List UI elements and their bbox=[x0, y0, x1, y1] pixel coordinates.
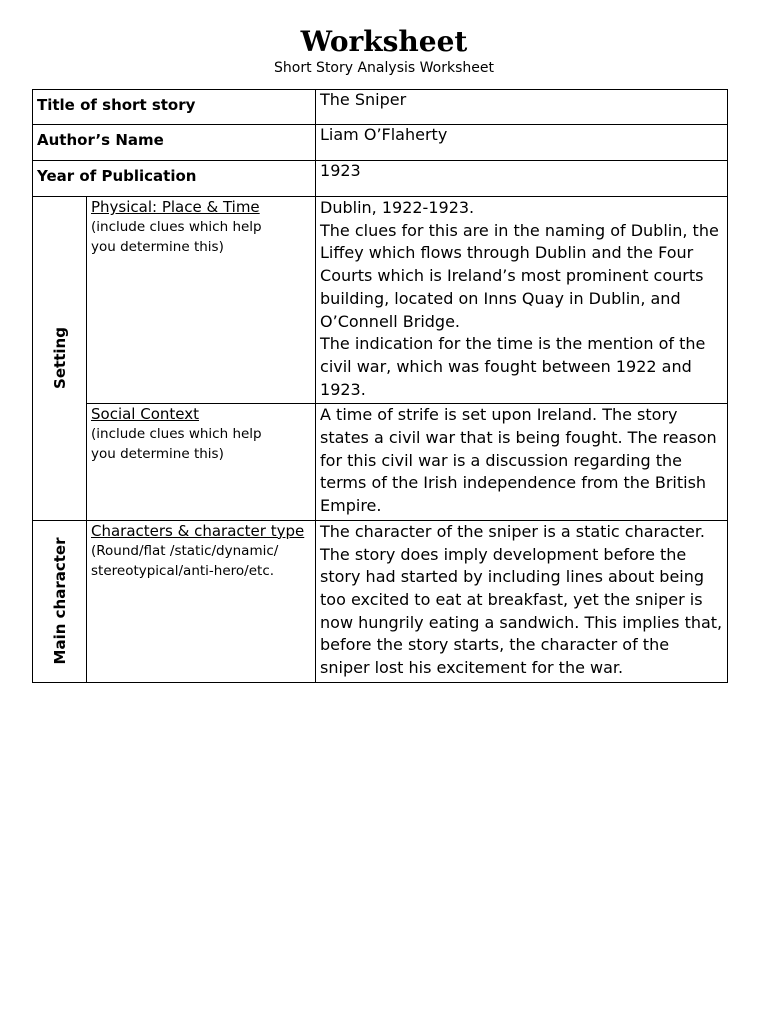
year-value-cell[interactable] bbox=[316, 161, 728, 197]
social-prompt-cell bbox=[87, 404, 316, 521]
character-answer[interactable]: The character of the sniper is a static character. The story does imply development before the story had started by including lines about being too excited to eat at breakfast, yet the sniper is now hungrily eating a sandwich. This implies that, before the story starts, the character of the sniper lost his excitement for the war. bbox=[320, 521, 723, 678]
character-answer-cell[interactable] bbox=[316, 520, 728, 682]
analysis-table bbox=[32, 89, 728, 683]
setting-side-label: Setting bbox=[50, 327, 69, 390]
year-value[interactable]: 1923 bbox=[320, 161, 361, 180]
social-answer[interactable]: A time of strife is set upon Ireland. The story states a civil war that is being fought. The reason for this civil war is a discussion regarding the terms of the Irish independence from the British Empire. bbox=[320, 405, 717, 516]
character-prompt-cell bbox=[87, 520, 316, 682]
setting-physical-row bbox=[33, 197, 728, 404]
physical-prompt-cell bbox=[87, 197, 316, 404]
year-label-cell bbox=[33, 161, 316, 197]
main-character-side-label: Main character bbox=[50, 537, 69, 665]
character-heading: Characters & character type bbox=[91, 521, 305, 540]
author-value[interactable]: Liam O’Flaherty bbox=[320, 125, 448, 144]
social-heading: Social Context bbox=[91, 405, 200, 424]
social-note: (include clues which help you determine this) bbox=[91, 426, 262, 463]
title-value[interactable]: The Sniper bbox=[320, 90, 407, 109]
physical-answer[interactable]: Dublin, 1922-1923. The clues for this are in the naming of Dublin, the Liffey which flows through Dublin and the Four Courts which is Ireland’s most prominent courts building, located on Inns Quay in Dublin, and O’Connell Bridge. The indication for the time is the mention of the civil war, which was fought between 1922 and 1923. bbox=[320, 198, 719, 399]
year-row bbox=[33, 161, 728, 197]
author-label-cell bbox=[33, 125, 316, 161]
main-character-row bbox=[33, 520, 728, 682]
title-row bbox=[33, 90, 728, 125]
title-label: Title of short story bbox=[37, 96, 196, 114]
character-note: (Round/flat /static/dynamic/ stereotypical/anti-hero/etc. bbox=[91, 542, 279, 579]
worksheet-title: Worksheet bbox=[300, 25, 468, 58]
main-character-side-cell bbox=[33, 520, 87, 682]
worksheet-subtitle: Short Story Analysis Worksheet bbox=[274, 60, 494, 76]
setting-side-cell bbox=[33, 197, 87, 521]
author-row bbox=[33, 125, 728, 161]
physical-answer-cell[interactable] bbox=[316, 197, 728, 404]
setting-social-row bbox=[33, 404, 728, 521]
social-answer-cell[interactable] bbox=[316, 404, 728, 521]
year-label: Year of Publication bbox=[37, 167, 197, 185]
author-value-cell[interactable] bbox=[316, 125, 728, 161]
physical-note: (include clues which help you determine this) bbox=[91, 219, 262, 255]
title-value-cell[interactable] bbox=[316, 90, 728, 125]
physical-heading: Physical: Place & Time bbox=[91, 198, 260, 216]
author-label: Author’s Name bbox=[37, 131, 164, 149]
title-label-cell bbox=[33, 90, 316, 125]
